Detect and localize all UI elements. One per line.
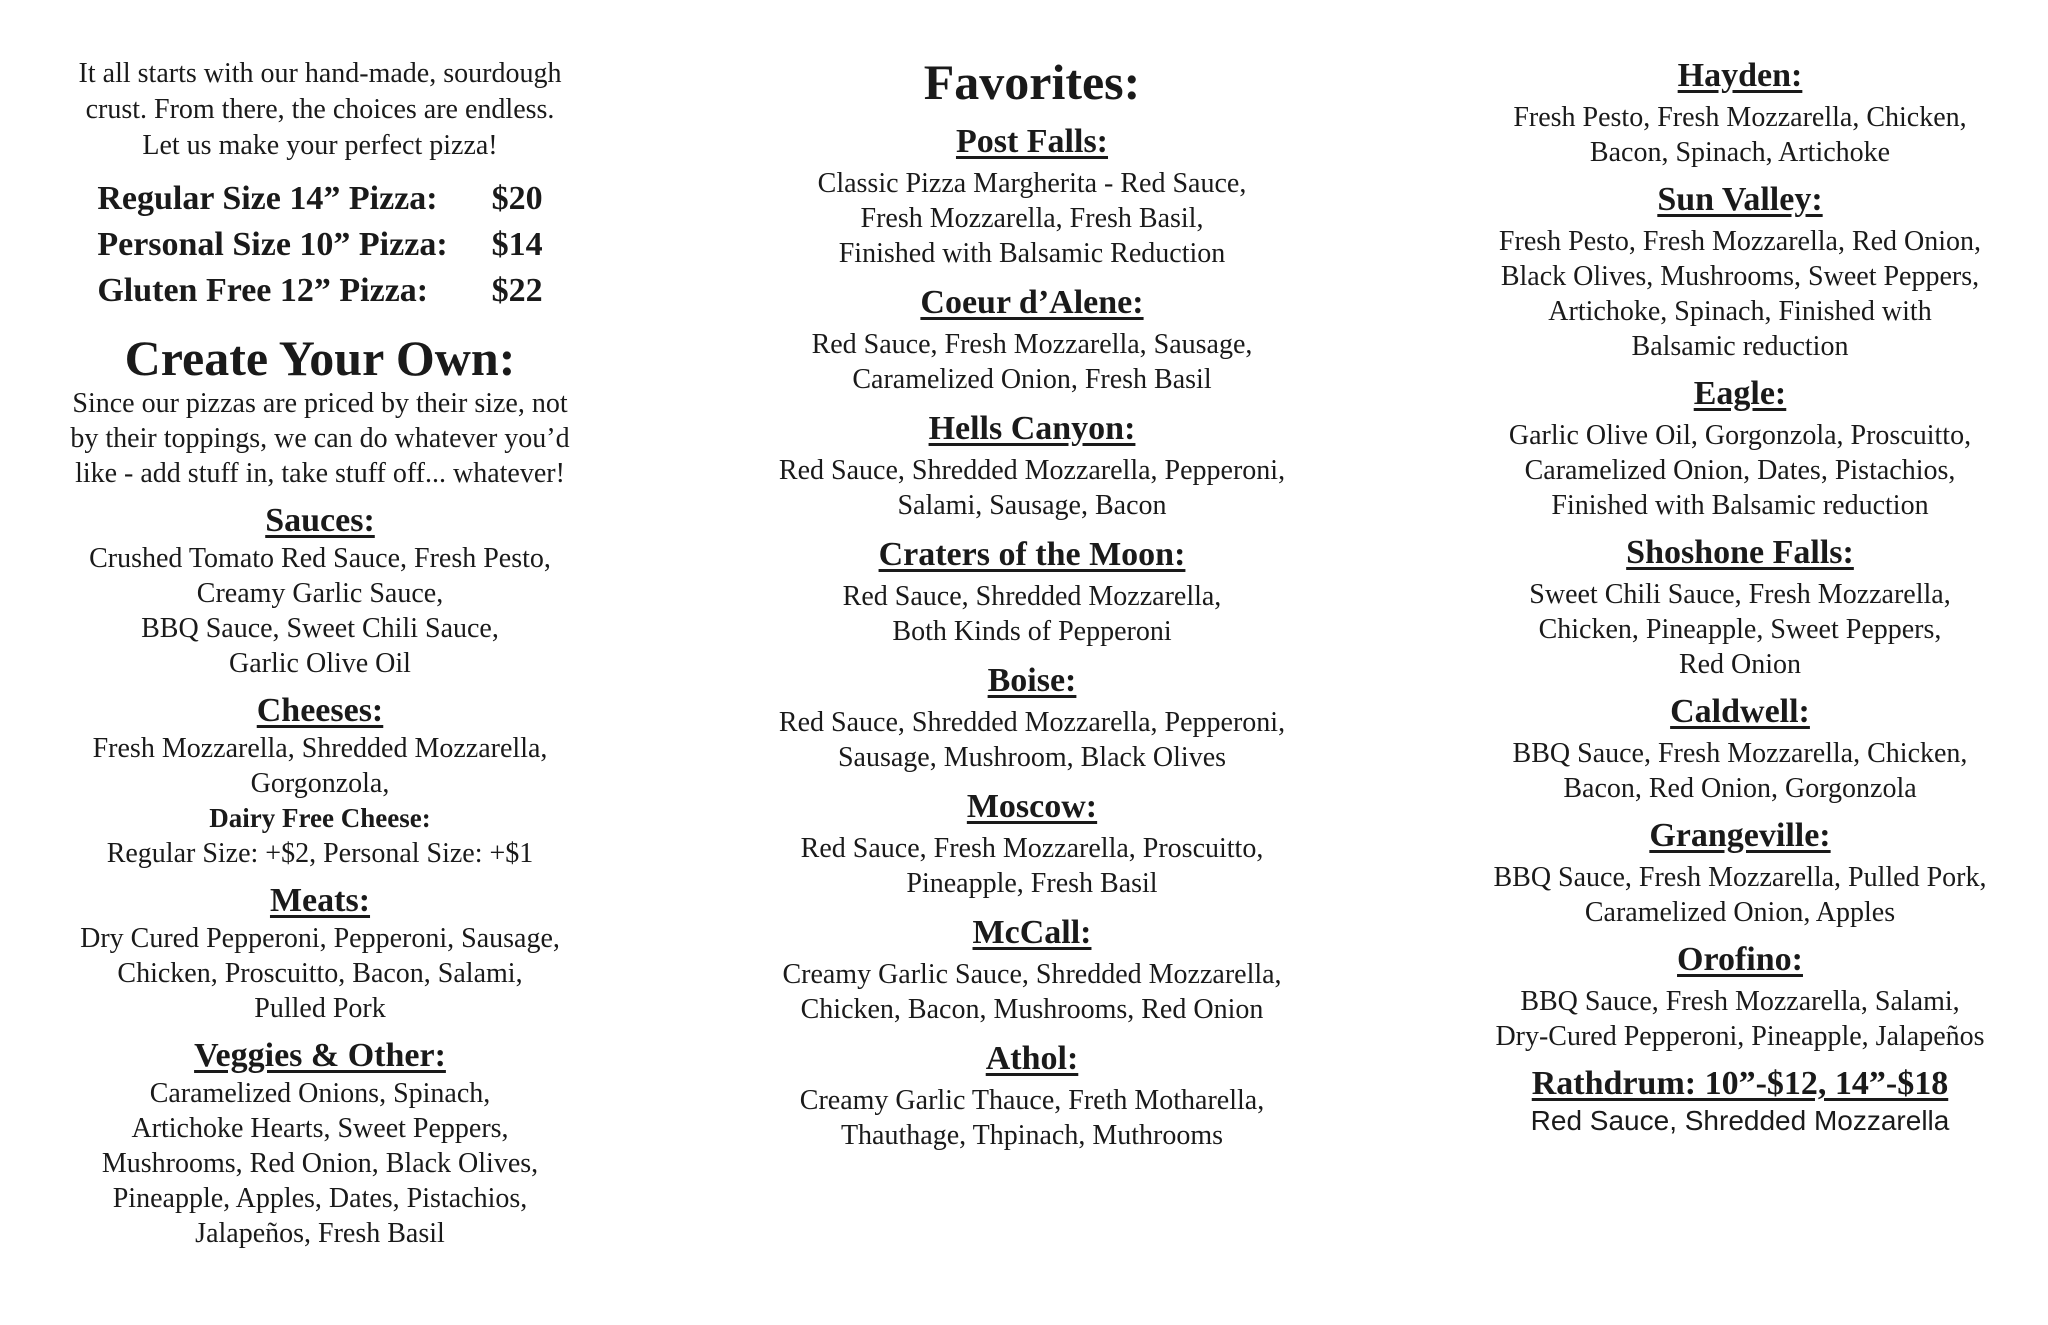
favorites-column xyxy=(742,0,1322,1153)
price-value: $22 xyxy=(491,272,543,309)
pizza-line: Red Onion xyxy=(1678,649,1802,680)
sauces-line: Garlic Olive Oil xyxy=(229,648,411,679)
pizza-line: Chicken, Pineapple, Sweet Peppers, xyxy=(1538,614,1942,645)
dairy-free-label xyxy=(40,801,600,836)
pizza-line: Dry-Cured Pepperoni, Pineapple, Jalapeños xyxy=(1495,1021,1985,1052)
description-line: by their toppings, we can do whatever you’d xyxy=(70,423,570,454)
pizza-name: Shoshone Falls: xyxy=(1626,534,1854,571)
intro-text xyxy=(40,56,600,164)
veggies-line: Caramelized Onions, Spinach, xyxy=(149,1078,491,1109)
pizza-description xyxy=(1460,577,2020,682)
meats-line: Chicken, Proscuitto, Bacon, Salami, xyxy=(117,958,523,989)
pizza-line: Red Sauce, Fresh Mozzarella, Proscuitto, xyxy=(800,833,1264,864)
sauces-line: Crushed Tomato Red Sauce, Fresh Pesto, xyxy=(89,543,551,574)
pizza-item xyxy=(742,913,1322,1027)
pizza-item xyxy=(1460,940,2020,1054)
pizza-line: Finished with Balsamic reduction xyxy=(1551,490,1929,521)
description-line: like - add stuff in, take stuff off... whatever! xyxy=(75,458,565,489)
pizza-name: Craters of the Moon: xyxy=(878,536,1186,573)
pizza-line: Thauthage, Thpinach, Muthrooms xyxy=(840,1120,1224,1151)
pizza-line: Caramelized Onion, Fresh Basil xyxy=(852,364,1212,395)
intro-line: Let us make your perfect pizza! xyxy=(142,130,498,161)
pizza-line: Artichoke, Spinach, Finished with xyxy=(1548,296,1932,327)
pizza-line: BBQ Sauce, Fresh Mozzarella, Chicken, xyxy=(1512,738,1968,769)
intro-line: It all starts with our hand-made, sourdough xyxy=(78,58,562,89)
veggies-line: Jalapeños, Fresh Basil xyxy=(195,1218,445,1249)
pizza-description xyxy=(742,579,1322,649)
cheeses-line: Gorgonzola, xyxy=(250,768,390,799)
pizza-line: Red Sauce, Shredded Mozzarella, Pepperoni, xyxy=(778,707,1286,738)
pizza-line: Bacon, Red Onion, Gorgonzola xyxy=(1563,773,1917,804)
pizza-item xyxy=(1460,56,2020,170)
pizza-description xyxy=(1460,100,2020,170)
pizza-line: Garlic Olive Oil, Gorgonzola, Proscuitto, xyxy=(1508,420,1972,451)
price-value: $14 xyxy=(491,226,543,263)
pizza-description xyxy=(1460,984,2020,1054)
pizza-line: Red Sauce, Shredded Mozzarella, Pepperoni, xyxy=(778,455,1286,486)
price-label: Gluten Free 12” Pizza: xyxy=(97,272,429,309)
pizza-name: Boise: xyxy=(987,662,1077,699)
pizza-name: Eagle: xyxy=(1693,375,1787,412)
pizza-item xyxy=(742,661,1322,775)
pizza-description xyxy=(742,831,1322,901)
meats-line: Pulled Pork xyxy=(254,993,386,1024)
pizza-name: Sun Valley: xyxy=(1657,181,1823,218)
pizza-item xyxy=(742,535,1322,649)
cheeses-heading: Cheeses: xyxy=(256,692,384,729)
pizza-name: Athol: xyxy=(985,1040,1079,1077)
rathdrum-name: Rathdrum: 10”-$12, 14”-$18 xyxy=(1531,1065,1949,1102)
pizza-line: Creamy Garlic Sauce, Shredded Mozzarella, xyxy=(782,959,1282,990)
pizza-description xyxy=(742,705,1322,775)
pizza-item xyxy=(1460,180,2020,364)
pizza-description xyxy=(742,957,1322,1027)
pizza-description xyxy=(742,453,1322,523)
price-row xyxy=(97,176,542,222)
pizza-line: Salami, Sausage, Bacon xyxy=(897,490,1167,521)
pizza-item xyxy=(742,409,1322,523)
pizza-item xyxy=(1460,374,2020,523)
pizza-description xyxy=(1460,736,2020,806)
pizza-name: Moscow: xyxy=(966,788,1098,825)
sauces-line: Creamy Garlic Sauce, xyxy=(196,578,444,609)
pizza-item xyxy=(742,122,1322,271)
right-pizza-list xyxy=(1460,56,2020,1138)
create-your-own-title: Create Your Own: xyxy=(124,330,516,386)
pizza-line: Balsamic reduction xyxy=(1631,331,1849,362)
pizza-item xyxy=(1460,692,2020,806)
veggies-line: Artichoke Hearts, Sweet Peppers, xyxy=(131,1113,509,1144)
pizza-item xyxy=(1460,533,2020,682)
description-line: Since our pizzas are priced by their size, not xyxy=(72,388,568,419)
pizza-description xyxy=(1460,860,2020,930)
pizza-name: Post Falls: xyxy=(955,123,1109,160)
pizza-line: Caramelized Onion, Dates, Pistachios, xyxy=(1524,455,1956,486)
create-your-own-description xyxy=(40,386,600,491)
pizza-line: Classic Pizza Margherita - Red Sauce, xyxy=(817,168,1247,199)
pizza-line: BBQ Sauce, Fresh Mozzarella, Salami, xyxy=(1520,986,1960,1017)
pizza-line: Creamy Garlic Thauce, Freth Motharella, xyxy=(799,1085,1265,1116)
pizza-description xyxy=(1460,418,2020,523)
pizza-line: Pineapple, Fresh Basil xyxy=(906,868,1158,899)
meats-list xyxy=(40,921,600,1026)
pizza-item xyxy=(742,1039,1322,1153)
pizza-item xyxy=(742,283,1322,397)
pizza-name: Coeur d’Alene: xyxy=(920,284,1144,321)
meats-heading: Meats: xyxy=(269,882,371,919)
left-column xyxy=(40,0,600,1251)
price-label: Personal Size 10” Pizza: xyxy=(97,226,448,263)
pizza-name: Hells Canyon: xyxy=(928,410,1136,447)
sauces-list xyxy=(40,541,600,681)
pizza-description xyxy=(742,1083,1322,1153)
pizza-line: Chicken, Bacon, Mushrooms, Red Onion xyxy=(800,994,1264,1025)
price-table xyxy=(97,176,542,314)
dairy-free-label-text: Dairy Free Cheese: xyxy=(209,803,431,833)
rathdrum-item xyxy=(1460,1064,2020,1138)
cheeses-line: Fresh Mozzarella, Shredded Mozzarella, xyxy=(92,733,548,764)
pizza-line: Finished with Balsamic Reduction xyxy=(838,238,1226,269)
favorites-title: Favorites: xyxy=(923,54,1141,110)
pizza-line: Fresh Pesto, Fresh Mozzarella, Red Onion, xyxy=(1498,226,1982,257)
pizza-name: McCall: xyxy=(972,914,1092,951)
pizza-line: Black Olives, Mushrooms, Sweet Peppers, xyxy=(1500,261,1980,292)
pizza-description xyxy=(1460,224,2020,364)
veggies-heading: Veggies & Other: xyxy=(194,1037,446,1074)
pizza-line: Caramelized Onion, Apples xyxy=(1584,897,1896,928)
pizza-name: Grangeville: xyxy=(1649,817,1831,854)
price-label: Regular Size 14” Pizza: xyxy=(97,180,438,217)
dairy-free-prices: Regular Size: +$2, Personal Size: +$1 xyxy=(106,838,534,869)
price-row xyxy=(97,268,542,314)
meats-line: Dry Cured Pepperoni, Pepperoni, Sausage, xyxy=(80,923,560,954)
pizza-line: Both Kinds of Pepperoni xyxy=(892,616,1172,647)
pizza-description xyxy=(742,166,1322,271)
pizza-line: Sausage, Mushroom, Black Olives xyxy=(837,742,1227,773)
pizza-line: Bacon, Spinach, Artichoke xyxy=(1589,137,1891,168)
veggies-list xyxy=(40,1076,600,1251)
intro-line: crust. From there, the choices are endless. xyxy=(85,94,555,125)
pizza-line: Sweet Chili Sauce, Fresh Mozzarella, xyxy=(1529,579,1951,610)
pizza-line: Red Sauce, Shredded Mozzarella, xyxy=(842,581,1222,612)
pizza-line: Fresh Pesto, Fresh Mozzarella, Chicken, xyxy=(1513,102,1967,133)
pizza-line: Fresh Mozzarella, Fresh Basil, xyxy=(860,203,1204,234)
price-row xyxy=(97,222,542,268)
sauces-heading: Sauces: xyxy=(265,502,375,539)
pizza-name: Caldwell: xyxy=(1670,693,1810,730)
pizza-item xyxy=(1460,816,2020,930)
price-value: $20 xyxy=(491,180,543,217)
pizza-name: Orofino: xyxy=(1677,941,1803,978)
veggies-line: Mushrooms, Red Onion, Black Olives, xyxy=(101,1148,539,1179)
pizza-line: Red Sauce, Fresh Mozzarella, Sausage, xyxy=(811,329,1253,360)
pizza-description xyxy=(742,327,1322,397)
rathdrum-description: Red Sauce, Shredded Mozzarella xyxy=(1530,1105,1950,1136)
pizza-item xyxy=(742,787,1322,901)
pizza-name: Hayden: xyxy=(1677,57,1803,94)
cheeses-list xyxy=(40,731,600,871)
sauces-line: BBQ Sauce, Sweet Chili Sauce, xyxy=(141,613,499,644)
veggies-line: Pineapple, Apples, Dates, Pistachios, xyxy=(112,1183,528,1214)
right-column xyxy=(1460,0,2020,1148)
pizza-line: BBQ Sauce, Fresh Mozzarella, Pulled Pork, xyxy=(1493,862,1987,893)
